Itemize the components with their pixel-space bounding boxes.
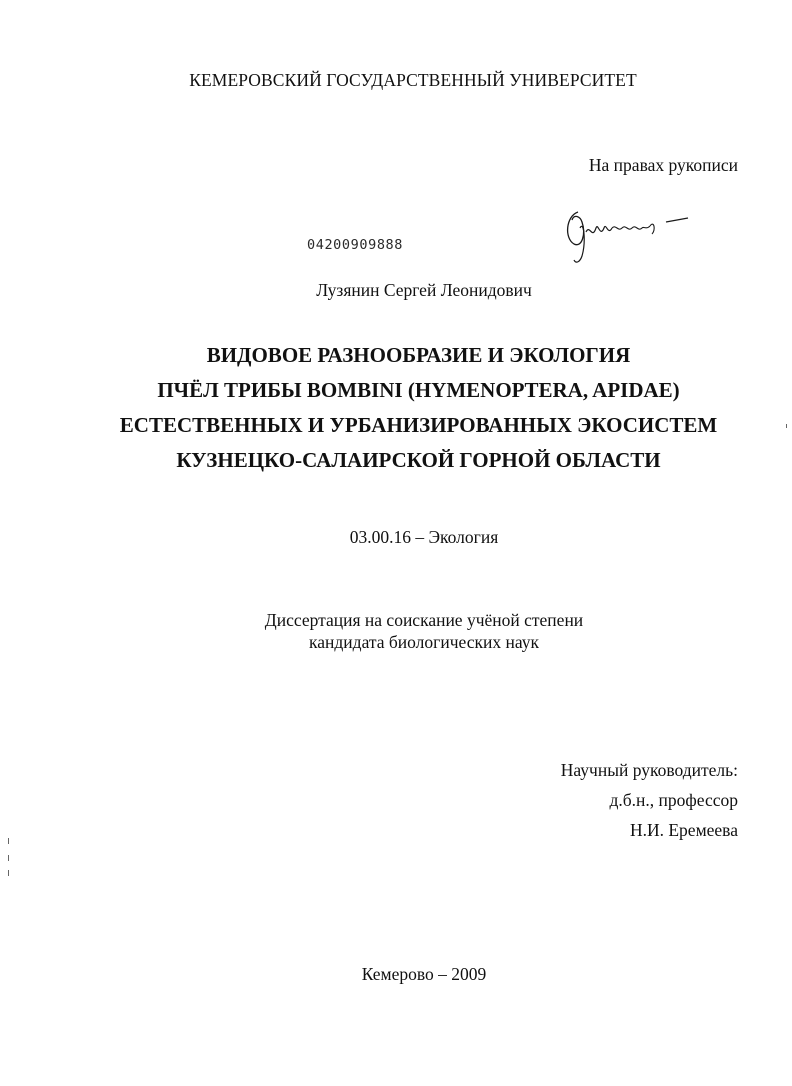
author-name: Лузянин Сергей Леонидович (316, 280, 532, 300)
title-line: ПЧЁЛ ТРИБЫ BOMBINI (HYMENOPTERA, APIDAE) (157, 378, 680, 402)
title-line: КУЗНЕЦКО-САЛАИРСКОЙ ГОРНОЙ ОБЛАСТИ (176, 448, 661, 472)
supervisor-label: Научный руководитель: (560, 760, 738, 780)
degree-statement (0, 609, 792, 653)
supervisor-name: Н.И. Еремеева (629, 820, 738, 840)
title-line: ВИДОВОЕ РАЗНООБРАЗИЕ И ЭКОЛОГИЯ (206, 343, 631, 367)
scan-mark (8, 870, 9, 876)
author-signature (556, 198, 696, 268)
scan-mark (8, 838, 9, 844)
rights-note: На правах рукописи (588, 155, 738, 175)
supervisor-rank: д.б.н., профессор (609, 790, 738, 810)
city-year: Кемерово – 2009 (361, 964, 487, 984)
dissertation-title (0, 338, 792, 478)
scan-mark (786, 424, 787, 428)
supervisor-block (561, 755, 738, 845)
title-line: ЕСТЕСТВЕННЫХ И УРБАНИЗИРОВАННЫХ ЭКОСИСТЕМ (119, 413, 718, 437)
degree-line: Диссертация на соискание учёной степени (264, 610, 584, 630)
specialty-code: 03.00.16 – Экология (349, 527, 499, 547)
university-name: КЕМЕРОВСКИЙ ГОСУДАРСТВЕННЫЙ УНИВЕРСИТЕТ (189, 70, 637, 90)
degree-line: кандидата биологических наук (309, 632, 539, 652)
scan-mark (8, 855, 9, 861)
record-code: 04200909888 (307, 237, 404, 253)
